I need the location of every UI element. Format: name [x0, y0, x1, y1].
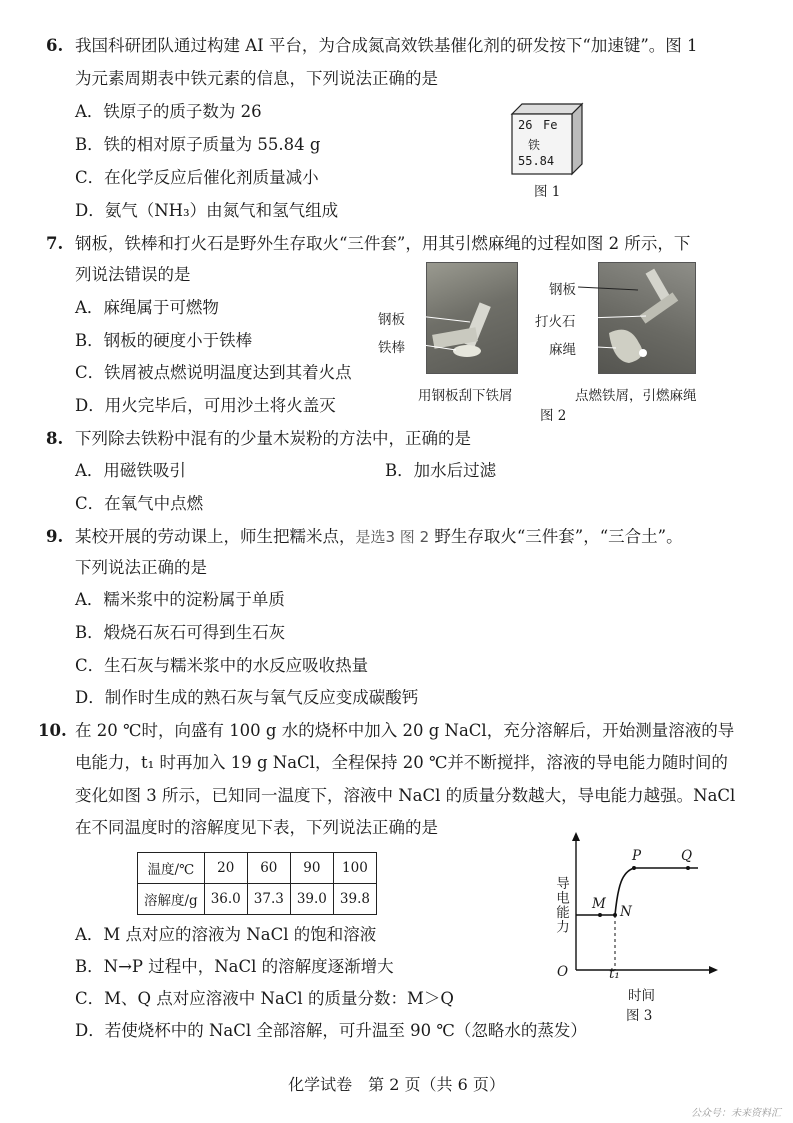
question-text: 我国科研团队通过构建 AI 平台，为合成氮高效铁基催化剂的研发按下“加速键”。图 1	[75, 36, 698, 55]
t1-label: t₁	[609, 966, 620, 982]
question-text: 电能力，t₁ 时再加入 19 g NaCl，全程保持 20 ℃并不断搅拌，溶液的导电能力随时间的	[75, 753, 728, 772]
question-text: 变化如图 3 所示，已知同一温度下，溶液中 NaCl 的质量分数越大，导电能力越强。NaCl	[75, 786, 736, 805]
label-iron-rod: 铁棒	[378, 340, 405, 356]
question-number: 10.	[38, 721, 67, 740]
question-number: 6.	[46, 36, 64, 55]
question-text: 钢板，铁棒和打火石是野外生存取火“三件套”，用其引燃麻绳的过程如图 2 所示，下	[75, 234, 691, 253]
point-m-label: M	[592, 896, 606, 912]
table-cell: 39.8	[333, 884, 376, 915]
option-a: A．麻绳属于可燃物	[75, 298, 219, 317]
table-cell: 37.3	[247, 884, 290, 915]
y-axis-label: 导电能力	[553, 876, 569, 934]
label-steel-plate: 钢板	[378, 312, 405, 328]
table-cell: 39.0	[290, 884, 333, 915]
option-a: A．M 点对应的溶液为 NaCl 的饱和溶液	[75, 925, 377, 944]
caption-left: 用钢板刮下铁屑	[418, 388, 513, 404]
table-row	[138, 853, 377, 884]
watermark: 公众号：未来资料汇	[691, 1108, 781, 1119]
label-hemp-rope: 麻绳	[549, 342, 576, 358]
label-leader-lines	[576, 280, 656, 356]
page-footer: 化学试卷 第 2 页（共 6 页）	[288, 1075, 505, 1094]
figure-caption: 图 3	[626, 1008, 653, 1024]
origin-label: O	[557, 964, 569, 980]
figure-caption: 图 1	[534, 184, 561, 200]
table-cell: 温度/℃	[138, 853, 205, 884]
question-text: 在不同温度时的溶解度见下表，下列说法正确的是	[75, 818, 438, 837]
option-d: D．用火完毕后，可用沙土将火盖灭	[75, 396, 336, 415]
option-b: B．加水后过滤	[385, 461, 497, 480]
question-text	[75, 527, 683, 547]
label-leader-lines	[408, 300, 478, 360]
atomic-number: 26	[518, 118, 533, 132]
option-d: D．氨气（NH₃）由氮气和氢气组成	[75, 201, 339, 220]
option-a: A．用磁铁吸引	[75, 461, 186, 480]
caption-right: 点燃铁屑，引燃麻绳	[575, 388, 697, 404]
option-c: C．在氧气中点燃	[75, 494, 204, 513]
option-d: D．制作时生成的熟石灰与氧气反应变成碳酸钙	[75, 688, 419, 707]
option-a: A．铁原子的质子数为 26	[75, 102, 262, 121]
label-steel-plate: 钢板	[549, 282, 576, 298]
figure-caption: 图 2	[540, 408, 567, 424]
option-c: C．在化学反应后催化剂质量减小	[75, 168, 319, 187]
table-row	[138, 884, 377, 915]
table-cell: 100	[333, 853, 376, 884]
question-text: 为元素周期表中铁元素的信息，下列说法正确的是	[75, 69, 438, 88]
point-q-label: Q	[681, 848, 693, 864]
option-c: C．铁屑被点燃说明温度达到其着火点	[75, 363, 352, 382]
table-cell: 36.0	[204, 884, 247, 915]
atomic-mass: 55.84	[518, 154, 555, 168]
element-cell-figure	[508, 100, 588, 180]
x-axis-label: 时间	[628, 988, 655, 1004]
point-p-label: P	[632, 848, 642, 864]
point-n-label: N	[620, 904, 632, 920]
table-cell: 60	[247, 853, 290, 884]
question-number: 9.	[46, 527, 64, 546]
option-a: A．糯米浆中的淀粉属于单质	[75, 590, 285, 609]
option-b: B．煅烧石灰石可得到生石灰	[75, 623, 286, 642]
question-text-part: 野生存取火“三件套”，“三合土”。	[429, 527, 683, 546]
solubility-table	[137, 852, 377, 915]
table-cell: 90	[290, 853, 333, 884]
question-text: 在 20 ℃时，向盛有 100 g 水的烧杯中加入 20 g NaCl，充分溶解后，开始测量溶液的导	[75, 721, 735, 740]
question-number: 7.	[46, 234, 64, 253]
question-text: 列说法错误的是	[75, 265, 191, 284]
question-text: 下列除去铁粉中混有的少量木炭粉的方法中，正确的是	[75, 429, 471, 448]
label-flint: 打火石	[535, 314, 576, 330]
question-text-part: 某校开展的劳动课上，师生把糯米点，	[75, 527, 356, 546]
question-text: 下列说法正确的是	[75, 558, 207, 577]
option-c: C．M、Q 点对应溶液中 NaCl 的质量分数：M＞Q	[75, 989, 454, 1008]
element-symbol: Fe	[543, 118, 558, 132]
table-cell: 溶解度/g	[138, 884, 205, 915]
question-text-part: 是选3 图 2	[355, 528, 430, 546]
question-number: 8.	[46, 429, 64, 448]
element-name: 铁	[528, 138, 541, 152]
option-d: D．若使烧杯中的 NaCl 全部溶解，可升温至 90 ℃（忽略水的蒸发）	[75, 1021, 587, 1040]
table-cell: 20	[204, 853, 247, 884]
option-b: B．铁的相对原子质量为 55.84 g	[75, 135, 321, 154]
option-c: C．生石灰与糯米浆中的水反应吸收热量	[75, 656, 369, 675]
option-b: B．N→P 过程中，NaCl 的溶解度逐渐增大	[75, 957, 394, 976]
option-b: B．钢板的硬度小于铁棒	[75, 331, 253, 350]
